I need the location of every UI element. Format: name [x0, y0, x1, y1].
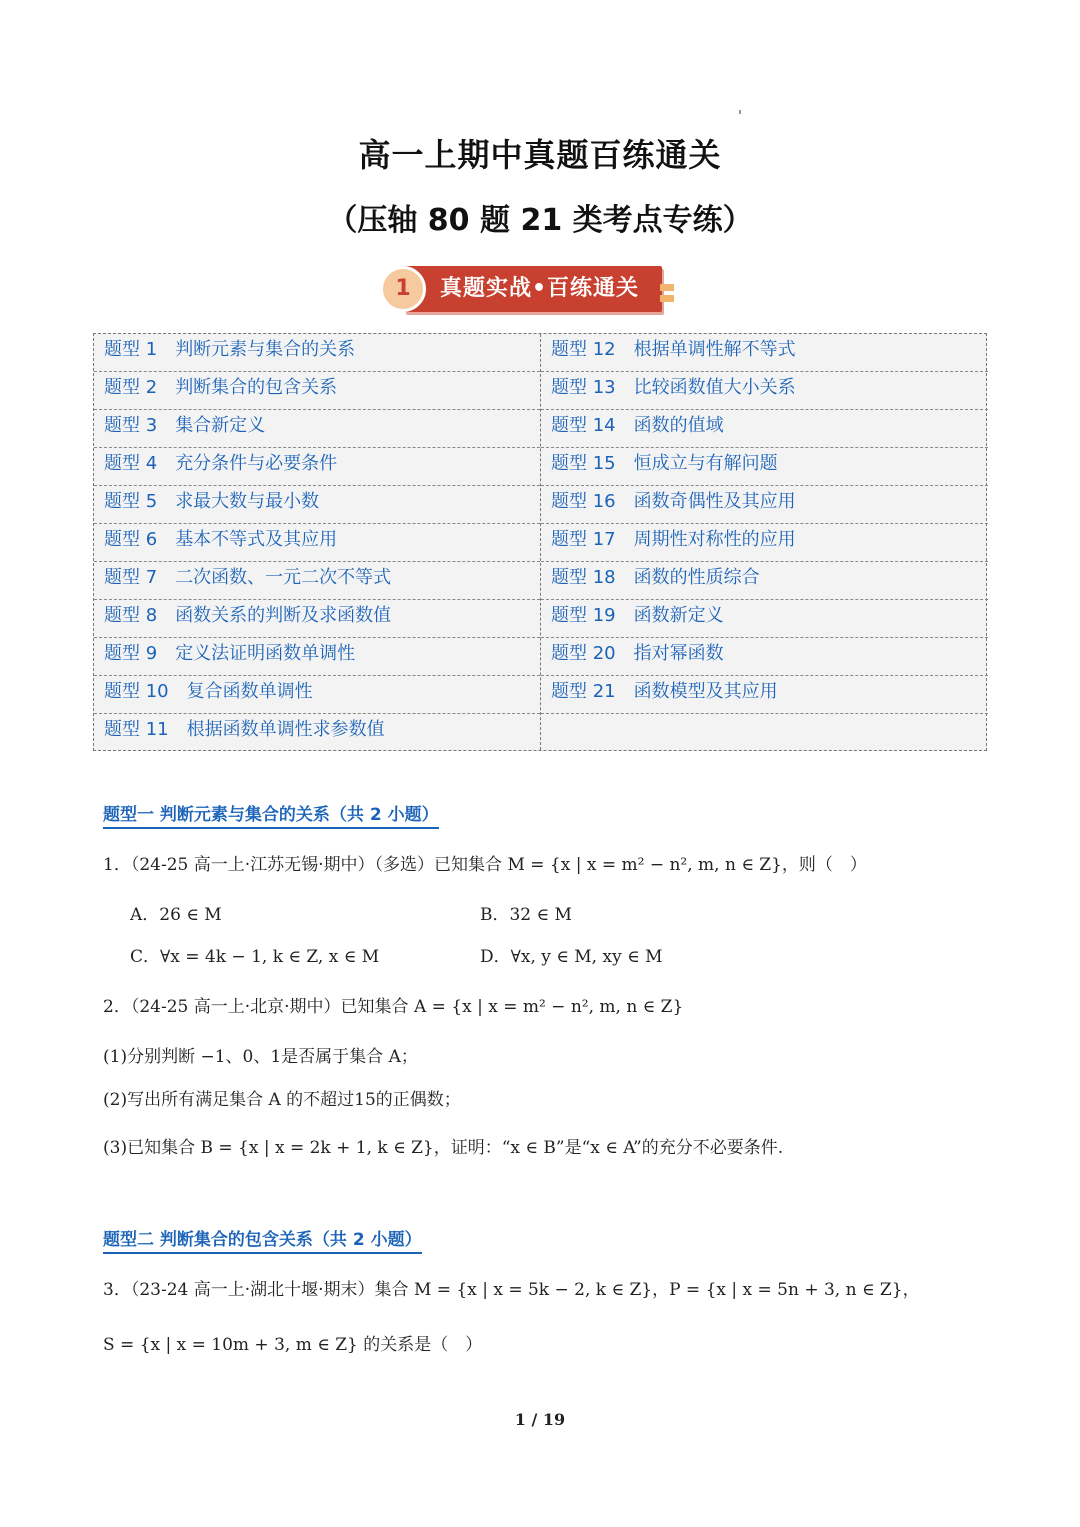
topic-row[interactable] [94, 524, 540, 562]
topic-number: 题型 21 [551, 681, 616, 702]
topic-row[interactable] [94, 334, 540, 372]
banner-number-badge: 1 [380, 266, 426, 312]
topic-row[interactable] [541, 600, 988, 638]
topic-number: 题型 6 [104, 529, 158, 550]
topic-row[interactable] [94, 562, 540, 600]
topic-table [93, 333, 987, 751]
question-2-part-2: (2)写出所有满足集合 A 的不超过15的正偶数； [103, 1090, 461, 1110]
question-3-continuation: S = {x | x = 10m + 3, m ∈ Z} 的关系是（ ） [103, 1335, 483, 1355]
stray-mark [739, 110, 741, 114]
topic-row[interactable] [541, 676, 988, 714]
topic-number: 题型 10 [104, 681, 169, 702]
topic-number: 题型 16 [551, 491, 616, 512]
topic-row[interactable] [541, 372, 988, 410]
topic-row[interactable] [94, 486, 540, 524]
topic-number: 题型 8 [104, 605, 158, 626]
question-1-option-b: B．32 ∈ M [480, 905, 572, 925]
topic-label: 根据函数单调性求参数值 [186, 719, 385, 740]
banner-tab-top [660, 284, 674, 291]
question-2-part-1: (1)分别判断 −1、0、1是否属于集合 A； [103, 1047, 418, 1067]
topic-row[interactable] [94, 638, 540, 676]
topic-label: 函数的值域 [633, 415, 724, 436]
page-subtitle: （压轴 80 题 21 类考点专练） [327, 203, 753, 238]
banner-tab-bottom [660, 295, 674, 302]
banner-label: 真题实战•百练通关 [440, 276, 640, 301]
question-1-option-d: D．∀x, y ∈ M, xy ∈ M [480, 947, 663, 967]
topic-row[interactable] [541, 562, 988, 600]
topic-number: 题型 5 [104, 491, 158, 512]
topic-label: 根据单调性解不等式 [633, 339, 796, 360]
topic-number: 题型 2 [104, 377, 158, 398]
section-banner [380, 262, 700, 318]
topic-number: 题型 18 [551, 567, 616, 588]
topic-number: 题型 11 [104, 719, 169, 740]
topic-column-left [94, 334, 541, 750]
topic-row[interactable] [541, 334, 988, 372]
topic-label: 函数新定义 [633, 605, 724, 626]
topic-row[interactable] [541, 448, 988, 486]
question-3-stem: 3．（23-24 高一上·湖北十堰·期末）集合 M = {x | x = 5k − 2, k ∈ Z}，P = {x | x = 5n + 3, n ∈ Z}， [103, 1280, 920, 1300]
page-title: 高一上期中真题百练通关 [358, 136, 722, 174]
question-1-option-a: A．26 ∈ M [130, 905, 222, 925]
topic-row[interactable] [94, 372, 540, 410]
topic-number: 题型 19 [551, 605, 616, 626]
topic-label: 比较函数值大小关系 [633, 377, 796, 398]
topic-column-right [541, 334, 988, 750]
topic-label: 求最大数与最小数 [175, 491, 320, 512]
topic-row[interactable] [94, 714, 540, 752]
topic-number: 题型 7 [104, 567, 158, 588]
topic-label: 集合新定义 [175, 415, 266, 436]
section-heading-2[interactable]: 题型二 判断集合的包含关系（共 2 小题） [103, 1225, 422, 1254]
topic-number: 题型 4 [104, 453, 158, 474]
topic-label: 复合函数单调性 [186, 681, 313, 702]
topic-label: 函数的性质综合 [633, 567, 760, 588]
topic-label: 基本不等式及其应用 [175, 529, 338, 550]
topic-row[interactable] [94, 676, 540, 714]
topic-row[interactable] [541, 524, 988, 562]
section-heading-1[interactable]: 题型一 判断元素与集合的关系（共 2 小题） [103, 800, 439, 829]
topic-row[interactable] [94, 410, 540, 448]
question-2-part-3: (3)已知集合 B = {x | x = 2k + 1, k ∈ Z}，证明：“x ∈ B”是“x ∈ A”的充分不必要条件. [103, 1138, 784, 1158]
topic-label: 函数奇偶性及其应用 [633, 491, 796, 512]
topic-row[interactable] [541, 410, 988, 448]
topic-row[interactable] [94, 448, 540, 486]
topic-number: 题型 12 [551, 339, 616, 360]
topic-number: 题型 15 [551, 453, 616, 474]
topic-number: 题型 17 [551, 529, 616, 550]
topic-label: 二次函数、一元二次不等式 [175, 567, 392, 588]
topic-label: 判断集合的包含关系 [175, 377, 338, 398]
question-1-option-c: C．∀x = 4k − 1, k ∈ Z, x ∈ M [130, 947, 380, 967]
topic-label: 指对幂函数 [633, 643, 724, 664]
topic-number: 题型 9 [104, 643, 158, 664]
topic-label: 周期性对称性的应用 [633, 529, 796, 550]
page-number: 1 / 19 [514, 1410, 566, 1429]
topic-number: 题型 13 [551, 377, 616, 398]
topic-row[interactable] [541, 638, 988, 676]
topic-number: 题型 14 [551, 415, 616, 436]
topic-label: 恒成立与有解问题 [633, 453, 778, 474]
topic-row-empty [541, 714, 988, 752]
topic-label: 函数模型及其应用 [633, 681, 778, 702]
topic-number: 题型 3 [104, 415, 158, 436]
topic-label: 定义法证明函数单调性 [175, 643, 356, 664]
topic-row[interactable] [94, 600, 540, 638]
topic-number: 题型 1 [104, 339, 158, 360]
topic-label: 函数关系的判断及求函数值 [175, 605, 392, 626]
question-1-stem: 1．（24-25 高一上·江苏无锡·期中）（多选）已知集合 M = {x | x = m² − n², m, n ∈ Z}，则（ ） [103, 855, 867, 875]
question-2-stem: 2．（24-25 高一上·北京·期中）已知集合 A = {x | x = m² − n², m, n ∈ Z} [103, 997, 684, 1017]
topic-label: 充分条件与必要条件 [175, 453, 338, 474]
topic-row[interactable] [541, 486, 988, 524]
topic-number: 题型 20 [551, 643, 616, 664]
topic-label: 判断元素与集合的关系 [175, 339, 356, 360]
